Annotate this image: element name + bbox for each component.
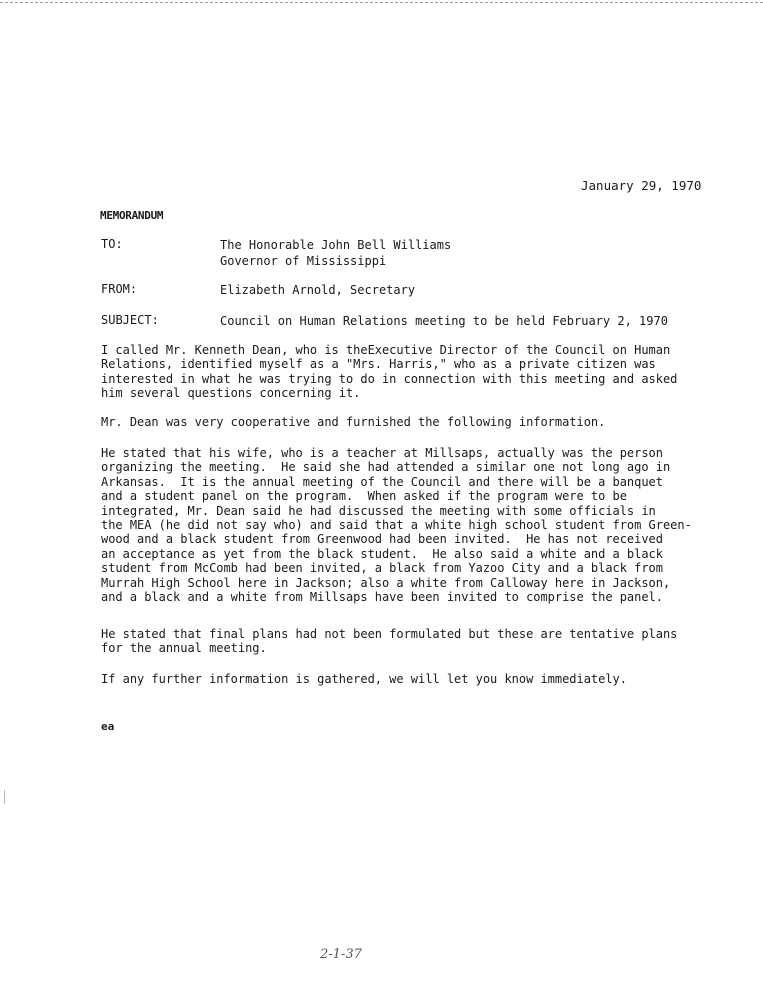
subject-text: Council on Human Relations meeting to be held February 2, 1970 bbox=[220, 314, 668, 328]
margin-mark bbox=[4, 790, 5, 804]
from-label: FROM: bbox=[101, 282, 138, 296]
paragraph-cooperative: Mr. Dean was very cooperative and furnished the following information. bbox=[101, 415, 606, 429]
to-recipient-name: The Honorable John Bell Williams bbox=[220, 238, 452, 252]
paragraph-closing: If any further information is gathered, we will let you know immediately. bbox=[101, 672, 627, 686]
to-label: TO: bbox=[101, 237, 123, 251]
paragraph-details: He stated that his wife, who is a teacher at Millsaps, actually was the person organizing the meeting. He said she had attended a similar one not long ago in Arkansas. It is the annual meeting of the Council and there will be a banquet and a student panel on the program. When asked if the program were to be integrated, Mr. Dean said he had discussed the meeting with some officials in the MEA (he did not say who) and said that a white high school student from Green- wood and a black student from Greenwood had been invited. He has not received an acceptance as yet from the black student. He also said a white and a black student from McComb had been invited, a black from Yazoo City and a black from Murrah High School here in Jackson; also a white from Calloway here in Jackson, and a black and a white from Millsaps have been invited to comprise the panel. bbox=[101, 446, 692, 605]
page-top-border bbox=[0, 2, 763, 3]
memo-title: MEMORANDUM bbox=[100, 209, 164, 222]
subject-label: SUBJECT: bbox=[101, 313, 159, 327]
memo-date: January 29, 1970 bbox=[581, 178, 702, 193]
paragraph-call: I called Mr. Kenneth Dean, who is theExecutive Director of the Council on Human Relations, identified myself as a "Mrs. Harris," who as a private citizen was interested in what he was trying to do in connection with this meeting and asked him several questions concerning it. bbox=[101, 343, 678, 401]
from-sender: Elizabeth Arnold, Secretary bbox=[220, 283, 416, 297]
handwritten-page-mark: 2-1-37 bbox=[320, 947, 362, 962]
paragraph-plans: He stated that final plans had not been formulated but these are tentative plans for the annual meeting. bbox=[101, 627, 678, 656]
to-recipient bbox=[220, 237, 451, 269]
to-recipient-title: Governor of Mississippi bbox=[220, 254, 387, 268]
typist-initials: ea bbox=[101, 720, 115, 733]
